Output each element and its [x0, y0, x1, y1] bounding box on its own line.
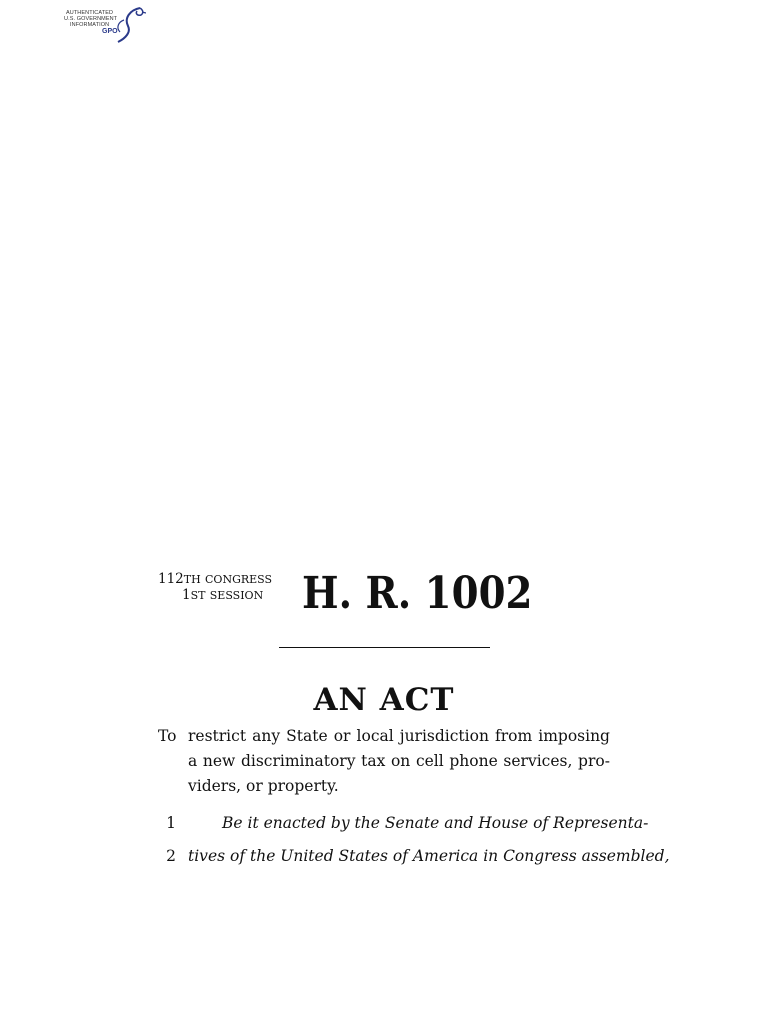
bill-title	[158, 724, 610, 799]
title-word: imposing	[538, 727, 610, 745]
seal-text-government: U.S. GOVERNMENT	[64, 16, 118, 22]
session-number: 1	[182, 587, 191, 603]
title-word: a	[188, 752, 198, 770]
session-suffix: ST	[190, 589, 206, 602]
title-word: services,	[503, 752, 573, 770]
title-word: cell	[415, 752, 444, 770]
seal-text-gpo: GPO	[102, 28, 118, 35]
title-word: any	[252, 727, 281, 745]
session-word: SESSION	[209, 589, 264, 602]
title-word: phone	[449, 752, 498, 770]
title-word: local	[356, 727, 394, 745]
congress-word: CONGRESS	[205, 573, 273, 586]
title-line-1	[158, 724, 610, 749]
title-word: restrict	[188, 727, 247, 745]
bill-number: H. R. 1002	[302, 568, 533, 619]
title-word: jurisdiction	[399, 727, 489, 745]
divider	[279, 647, 490, 648]
seal-text-authenticated: AUTHENTICATED	[66, 10, 114, 16]
title-word: tax	[361, 752, 386, 770]
eagle-icon	[110, 4, 146, 46]
congress-number: 112	[158, 571, 184, 587]
title-line-3-text: viders, or property.	[188, 777, 339, 795]
title-line-3	[158, 774, 610, 799]
gpo-authentication-seal	[62, 4, 148, 46]
title-word: on	[390, 752, 411, 770]
title-line-2-text	[188, 749, 610, 774]
congress-suffix: TH	[183, 573, 201, 586]
enacting-clause-text: tives of the United States of America in Congress assembled,	[188, 847, 670, 865]
title-line-2	[158, 749, 610, 774]
title-word: State	[286, 727, 328, 745]
title-word: discriminatory	[240, 752, 356, 770]
session-label	[182, 588, 263, 603]
title-word: new	[202, 752, 236, 770]
seal-text-information: INFORMATION	[70, 22, 110, 28]
congress-label	[158, 572, 272, 587]
title-line-1-text	[188, 724, 610, 749]
enacting-clause-text: Be it enacted by the Senate and House of Representa-	[222, 814, 649, 832]
title-word: pro-	[578, 752, 610, 770]
line-number: 2	[166, 847, 176, 865]
title-word: or	[333, 727, 351, 745]
line-number: 1	[166, 814, 176, 832]
title-to: To	[158, 727, 177, 745]
title-word: from	[495, 727, 533, 745]
act-heading: AN ACT	[313, 682, 455, 718]
